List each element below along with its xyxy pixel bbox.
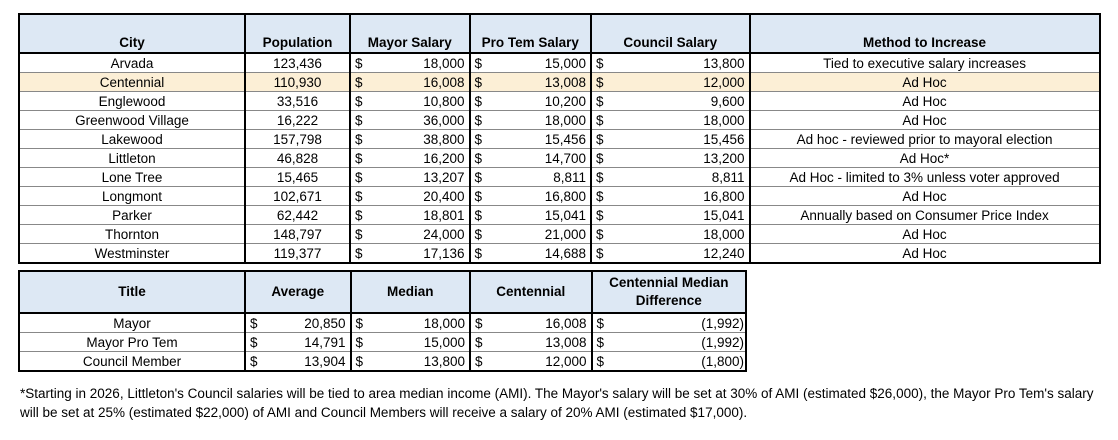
currency-symbol: $ <box>591 111 608 130</box>
currency-symbol: $ <box>350 225 367 244</box>
mayor-salary-cell: 24,000 <box>367 225 470 244</box>
header-mayor-salary: Mayor Salary <box>350 14 470 53</box>
mayor-salary-cell: 18,000 <box>367 53 470 73</box>
mayor-salary-cell: 13,207 <box>367 168 470 187</box>
method-cell: Ad hoc - reviewed prior to mayoral election <box>750 130 1100 149</box>
currency-symbol: $ <box>592 333 609 352</box>
city-cell: Thornton <box>19 225 245 244</box>
city-cell: Westminster <box>19 244 245 264</box>
pro-tem-salary-cell: 15,041 <box>486 206 591 225</box>
average-cell: 14,791 <box>262 333 351 352</box>
centennial-cell: 13,008 <box>487 333 592 352</box>
currency-symbol: $ <box>470 149 487 168</box>
pro-tem-salary-cell: 15,000 <box>486 53 591 73</box>
header-pro-tem-salary: Pro Tem Salary <box>470 14 592 53</box>
council-salary-cell: 15,041 <box>608 206 750 225</box>
method-cell: Annually based on Consumer Price Index <box>750 206 1100 225</box>
currency-symbol: $ <box>591 92 608 111</box>
summary-table-header-row <box>19 271 746 313</box>
difference-cell: (1,800) <box>608 352 746 372</box>
table-row <box>19 130 1100 149</box>
currency-symbol: $ <box>350 53 367 73</box>
median-cell: 15,000 <box>367 333 470 352</box>
header-centennial: Centennial <box>470 271 592 313</box>
header-median: Median <box>351 271 471 313</box>
header-city: City <box>19 14 245 53</box>
currency-symbol: $ <box>350 73 367 92</box>
header-council-salary: Council Salary <box>591 14 750 53</box>
currency-symbol: $ <box>245 352 262 372</box>
currency-symbol: $ <box>591 168 608 187</box>
table-row <box>19 206 1100 225</box>
difference-cell: (1,992) <box>608 333 746 352</box>
city-cell: Arvada <box>19 53 245 73</box>
currency-symbol: $ <box>591 187 608 206</box>
city-cell: Parker <box>19 206 245 225</box>
currency-symbol: $ <box>350 149 367 168</box>
pro-tem-salary-cell: 18,000 <box>486 111 591 130</box>
difference-cell: (1,992) <box>608 313 746 333</box>
table-row <box>19 73 1100 92</box>
currency-symbol: $ <box>351 313 368 333</box>
population-cell: 102,671 <box>245 187 350 206</box>
population-cell: 33,516 <box>245 92 350 111</box>
method-cell: Ad Hoc <box>750 225 1100 244</box>
currency-symbol: $ <box>470 225 487 244</box>
title-cell: Council Member <box>19 352 245 372</box>
council-salary-cell: 12,000 <box>608 73 750 92</box>
currency-symbol: $ <box>350 187 367 206</box>
average-cell: 13,904 <box>262 352 351 372</box>
table-row <box>19 244 1100 264</box>
population-cell: 123,436 <box>245 53 350 73</box>
city-cell: Lone Tree <box>19 168 245 187</box>
city-cell: Greenwood Village <box>19 111 245 130</box>
currency-symbol: $ <box>591 206 608 225</box>
currency-symbol: $ <box>470 244 487 264</box>
city-cell: Longmont <box>19 187 245 206</box>
council-salary-cell: 16,800 <box>608 187 750 206</box>
mayor-salary-cell: 10,800 <box>367 92 470 111</box>
pro-tem-salary-cell: 21,000 <box>486 225 591 244</box>
method-cell: Ad Hoc <box>750 92 1100 111</box>
currency-symbol: $ <box>470 313 487 333</box>
method-cell: Ad Hoc - limited to 3% unless voter approved <box>750 168 1100 187</box>
table-row <box>19 313 746 333</box>
method-cell: Ad Hoc <box>750 244 1100 264</box>
currency-symbol: $ <box>592 352 609 372</box>
currency-symbol: $ <box>245 313 262 333</box>
centennial-cell: 12,000 <box>487 352 592 372</box>
currency-symbol: $ <box>350 244 367 264</box>
currency-symbol: $ <box>470 73 487 92</box>
pro-tem-salary-cell: 8,811 <box>486 168 591 187</box>
population-cell: 110,930 <box>245 73 350 92</box>
title-cell: Mayor Pro Tem <box>19 333 245 352</box>
header-title: Title <box>19 271 245 313</box>
header-average: Average <box>245 271 351 313</box>
currency-symbol: $ <box>591 149 608 168</box>
currency-symbol: $ <box>351 333 368 352</box>
council-salary-cell: 8,811 <box>608 168 750 187</box>
population-cell: 119,377 <box>245 244 350 264</box>
mayor-salary-cell: 38,800 <box>367 130 470 149</box>
currency-symbol: $ <box>470 352 487 372</box>
council-salary-cell: 13,800 <box>608 53 750 73</box>
table-row <box>19 168 1100 187</box>
mayor-salary-cell: 17,136 <box>367 244 470 264</box>
mayor-salary-cell: 16,200 <box>367 149 470 168</box>
currency-symbol: $ <box>470 333 487 352</box>
city-cell: Lakewood <box>19 130 245 149</box>
council-salary-cell: 9,600 <box>608 92 750 111</box>
method-cell: Ad Hoc <box>750 111 1100 130</box>
header-centennial-median-difference: Centennial Median Difference <box>592 271 747 313</box>
council-salary-cell: 13,200 <box>608 149 750 168</box>
median-cell: 18,000 <box>367 313 470 333</box>
currency-symbol: $ <box>470 187 487 206</box>
header-population: Population <box>245 14 350 53</box>
table-row <box>19 225 1100 244</box>
currency-symbol: $ <box>350 130 367 149</box>
mayor-salary-cell: 20,400 <box>367 187 470 206</box>
council-salary-cell: 12,240 <box>608 244 750 264</box>
population-cell: 62,442 <box>245 206 350 225</box>
council-salary-cell: 18,000 <box>608 225 750 244</box>
table-row <box>19 352 746 372</box>
method-cell: Tied to executive salary increases <box>750 53 1100 73</box>
footnote: *Starting in 2026, Littleton's Council salaries will be tied to area median income (AMI). The Mayor's salary will be set at 30% of AMI (estimated $26,000), the Mayor Pro Tem's salary will be set at 25% (estimated $22,000) of AMI and Council Members will receive a salary of 20% AMI (estimated $17,000). <box>20 386 1094 420</box>
currency-symbol: $ <box>470 206 487 225</box>
council-salary-cell: 15,456 <box>608 130 750 149</box>
population-cell: 46,828 <box>245 149 350 168</box>
pro-tem-salary-cell: 13,008 <box>486 73 591 92</box>
city-cell: Englewood <box>19 92 245 111</box>
pro-tem-salary-cell: 14,688 <box>486 244 591 264</box>
salary-table-body <box>19 53 1100 263</box>
method-cell: Ad Hoc* <box>750 149 1100 168</box>
salary-summary-table <box>18 270 747 372</box>
centennial-cell: 16,008 <box>487 313 592 333</box>
average-cell: 20,850 <box>262 313 351 333</box>
currency-symbol: $ <box>350 168 367 187</box>
pro-tem-salary-cell: 16,800 <box>486 187 591 206</box>
mayor-salary-cell: 36,000 <box>367 111 470 130</box>
table-row <box>19 53 1100 73</box>
city-salary-table <box>18 13 1101 264</box>
currency-symbol: $ <box>591 53 608 73</box>
table-row <box>19 92 1100 111</box>
pro-tem-salary-cell: 14,700 <box>486 149 591 168</box>
pro-tem-salary-cell: 15,456 <box>486 130 591 149</box>
currency-symbol: $ <box>470 111 487 130</box>
currency-symbol: $ <box>470 92 487 111</box>
currency-symbol: $ <box>350 92 367 111</box>
method-cell: Ad Hoc <box>750 73 1100 92</box>
currency-symbol: $ <box>470 168 487 187</box>
city-cell: Centennial <box>19 73 245 92</box>
currency-symbol: $ <box>591 130 608 149</box>
currency-symbol: $ <box>350 111 367 130</box>
currency-symbol: $ <box>470 130 487 149</box>
population-cell: 15,465 <box>245 168 350 187</box>
population-cell: 148,797 <box>245 225 350 244</box>
currency-symbol: $ <box>350 206 367 225</box>
currency-symbol: $ <box>591 73 608 92</box>
mayor-salary-cell: 18,801 <box>367 206 470 225</box>
currency-symbol: $ <box>592 313 609 333</box>
table-row <box>19 187 1100 206</box>
table-row <box>19 111 1100 130</box>
table-row <box>19 149 1100 168</box>
population-cell: 157,798 <box>245 130 350 149</box>
median-cell: 13,800 <box>367 352 470 372</box>
currency-symbol: $ <box>470 53 487 73</box>
currency-symbol: $ <box>351 352 368 372</box>
mayor-salary-cell: 16,008 <box>367 73 470 92</box>
currency-symbol: $ <box>591 225 608 244</box>
method-cell: Ad Hoc <box>750 187 1100 206</box>
salary-table-header-row <box>19 14 1100 53</box>
header-method-to-increase: Method to Increase <box>750 14 1100 53</box>
currency-symbol: $ <box>245 333 262 352</box>
currency-symbol: $ <box>591 244 608 264</box>
city-cell: Littleton <box>19 149 245 168</box>
table-row <box>19 333 746 352</box>
pro-tem-salary-cell: 10,200 <box>486 92 591 111</box>
council-salary-cell: 18,000 <box>608 111 750 130</box>
title-cell: Mayor <box>19 313 245 333</box>
population-cell: 16,222 <box>245 111 350 130</box>
summary-table-body <box>19 313 746 371</box>
